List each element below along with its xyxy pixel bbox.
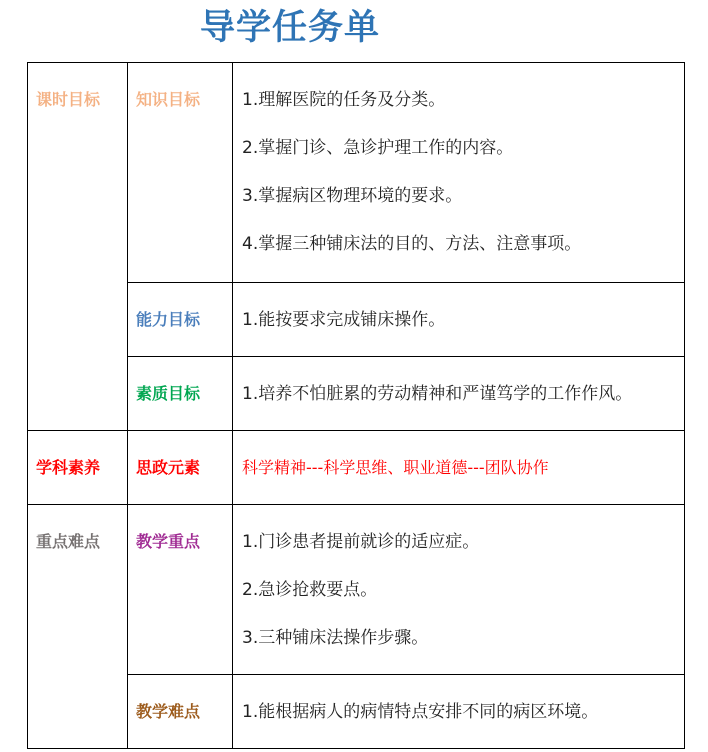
list-item: 2.急诊抢救要点。	[242, 580, 378, 600]
row-label-knowledge-goals: 知识目标	[128, 63, 233, 283]
section-label-key-difficult-points: 重点难点	[28, 505, 128, 749]
teaching-difficulties-content	[233, 675, 685, 749]
list-item: 1.能按要求完成铺床操作。	[242, 310, 446, 330]
table-row	[28, 505, 685, 675]
row-label-teaching-difficulties: 教学难点	[128, 675, 233, 749]
list-item: 4.掌握三种铺床法的目的、方法、注意事项。	[242, 234, 582, 254]
table-row	[28, 431, 685, 505]
table-row	[28, 63, 685, 283]
guide-table	[27, 62, 685, 749]
row-label-teaching-key-points: 教学重点	[128, 505, 233, 675]
list-item: 1.理解医院的任务及分类。	[242, 90, 446, 110]
page-title: 导学任务单	[200, 8, 381, 48]
list-item: 1.门诊患者提前就诊的适应症。	[242, 532, 480, 552]
list-item: 2.掌握门诊、急诊护理工作的内容。	[242, 138, 514, 158]
list-item: 3.三种铺床法操作步骤。	[242, 628, 429, 648]
quality-goals-content	[233, 357, 685, 431]
ideology-elements-content	[233, 431, 685, 505]
section-label-course-goals: 课时目标	[28, 63, 128, 431]
list-item: 科学精神---科学思维、职业道德---团队协作	[242, 458, 549, 477]
list-item: 3.掌握病区物理环境的要求。	[242, 186, 463, 206]
ability-goals-content	[233, 283, 685, 357]
list-item: 1.培养不怕脏累的劳动精神和严谨笃学的工作作风。	[242, 384, 633, 404]
row-label-ability-goals: 能力目标	[128, 283, 233, 357]
knowledge-goals-content	[233, 63, 685, 283]
row-label-ideology-elements: 思政元素	[128, 431, 233, 505]
section-label-subject-literacy: 学科素养	[28, 431, 128, 505]
list-item: 1.能根据病人的病情特点安排不同的病区环境。	[242, 702, 599, 722]
row-label-quality-goals: 素质目标	[128, 357, 233, 431]
teaching-key-points-content	[233, 505, 685, 675]
